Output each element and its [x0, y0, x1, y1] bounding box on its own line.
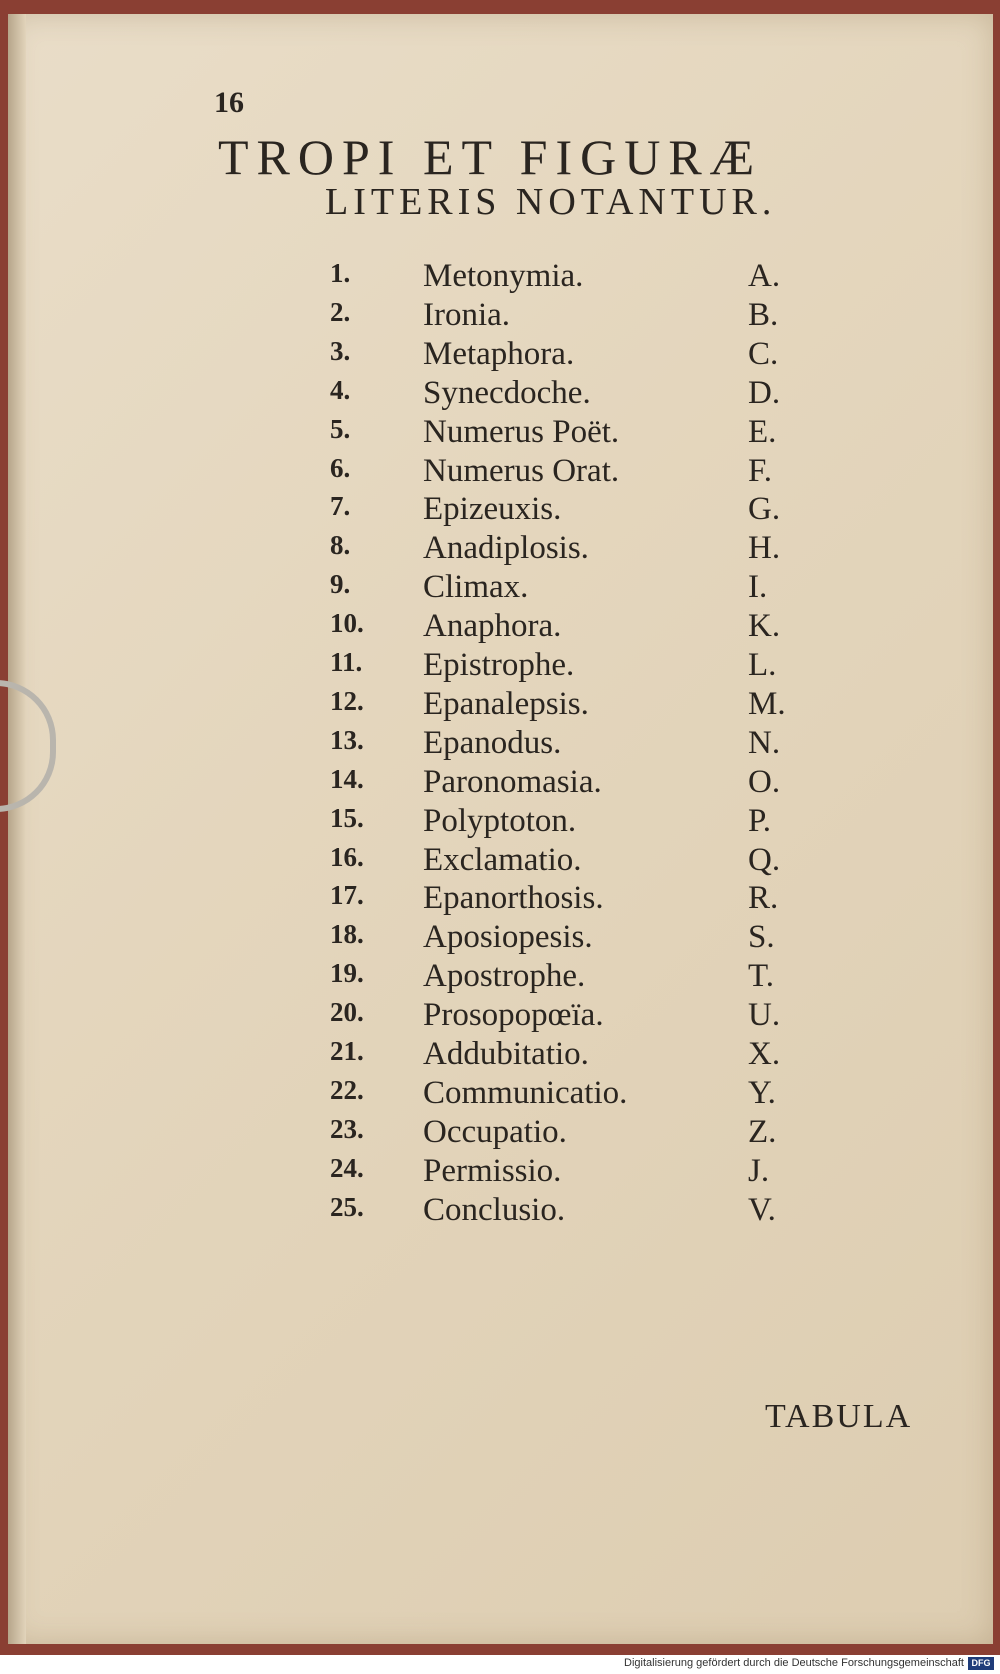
entry-number: 22.	[330, 1074, 364, 1105]
entry-term: Occupatio.	[423, 1113, 567, 1150]
entry-number: 6.	[330, 452, 351, 483]
list-item	[0, 958, 1000, 998]
list-item	[0, 1036, 1000, 1076]
entry-number: 5.	[330, 413, 351, 444]
entry-term: Numerus Orat.	[423, 452, 620, 489]
entry-term: Exclamatio.	[423, 841, 582, 878]
entry-term: Anadiplosis.	[423, 530, 589, 567]
entry-letter: D.	[748, 374, 781, 411]
entry-term: Addubitatio.	[423, 1036, 589, 1072]
entry-term: Polyptoton.	[423, 802, 577, 839]
entry-letter: U.	[748, 997, 781, 1034]
entry-number: 13.	[330, 724, 364, 755]
entry-term: Epanorthosis.	[423, 880, 604, 917]
list-item	[0, 1153, 1000, 1193]
list-item	[0, 880, 1000, 920]
entry-letter: M.	[748, 685, 786, 722]
entry-letter: F.	[748, 452, 772, 489]
list-item	[0, 919, 1000, 959]
entry-letter: E.	[748, 413, 777, 450]
entry-term: Epizeuxis.	[423, 491, 562, 528]
list-item	[0, 1192, 1000, 1232]
entry-number: 4.	[330, 374, 351, 405]
entry-number: 2.	[330, 296, 351, 327]
page-subtitle: LITERIS NOTANTUR.	[325, 181, 777, 223]
entry-term: Apostrophe.	[423, 958, 586, 995]
entry-letter: I.	[748, 569, 768, 606]
list-item	[0, 569, 1000, 609]
entry-letter: S.	[748, 919, 775, 956]
list-item	[0, 336, 1000, 376]
entry-letter: B.	[748, 296, 779, 333]
list-item	[0, 258, 1000, 298]
entry-term: Climax.	[423, 569, 529, 606]
list-item	[0, 491, 1000, 531]
list-item	[0, 842, 1000, 882]
list-item	[0, 375, 1000, 415]
folio-number: 16	[214, 86, 244, 119]
entry-number: 23.	[330, 1113, 364, 1144]
list-item	[0, 997, 1000, 1037]
entry-letter: Z.	[748, 1113, 777, 1150]
entry-letter: T.	[748, 958, 774, 995]
entry-term: Epanalepsis.	[423, 685, 589, 722]
entry-term: Epistrophe.	[423, 647, 575, 683]
list-item	[0, 1114, 1000, 1154]
list-item	[0, 686, 1000, 726]
entry-number: 20.	[330, 997, 364, 1028]
list-item	[0, 530, 1000, 570]
entry-number: 19.	[330, 958, 364, 989]
entry-number: 16.	[330, 841, 364, 872]
entry-letter: H.	[748, 530, 781, 567]
entry-term: Prosopopœïa.	[423, 997, 604, 1034]
entry-number: 9.	[330, 569, 351, 600]
catchword: TABULA	[765, 1398, 913, 1435]
entry-term: Aposiopesis.	[423, 919, 593, 956]
entry-number: 12.	[330, 685, 364, 716]
entry-number: 15.	[330, 802, 364, 833]
entry-term: Paronomasia.	[423, 763, 602, 800]
entry-number: 17.	[330, 880, 364, 911]
footer-bar	[0, 1655, 1000, 1674]
list-item	[0, 764, 1000, 804]
entry-term: Metonymia.	[423, 258, 584, 294]
entry-letter: K.	[748, 608, 781, 645]
entry-letter: L.	[748, 647, 777, 683]
list-item	[0, 1075, 1000, 1115]
list-item	[0, 803, 1000, 843]
entry-term: Ironia.	[423, 296, 511, 333]
entry-letter: Y.	[748, 1074, 776, 1111]
entry-letter: G.	[748, 491, 781, 528]
entry-number: 10.	[330, 608, 364, 639]
entry-letter: X.	[748, 1036, 781, 1072]
entry-number: 18.	[330, 919, 364, 950]
footer-credit: Digitalisierung gefördert durch die Deutsche Forschungsgemeinschaft	[624, 1657, 964, 1669]
page-title: TROPI ET FIGURÆ	[218, 129, 763, 185]
entry-number: 3.	[330, 335, 351, 366]
entry-term: Permissio.	[423, 1152, 562, 1189]
entry-term: Numerus Poët.	[423, 413, 620, 450]
list-item	[0, 647, 1000, 687]
entry-number: 14.	[330, 763, 364, 794]
entry-letter: Q.	[748, 841, 781, 878]
list-item	[0, 725, 1000, 765]
list-item	[0, 414, 1000, 454]
entry-term: Communicatio.	[423, 1074, 628, 1111]
entry-letter: V.	[748, 1191, 776, 1228]
dfg-logo-icon: DFG	[968, 1657, 994, 1670]
list-item	[0, 297, 1000, 337]
entry-number: 7.	[330, 491, 351, 522]
entry-letter: O.	[748, 763, 781, 800]
entry-number: 11.	[330, 647, 363, 677]
list-item	[0, 453, 1000, 493]
entry-letter: J.	[748, 1152, 770, 1189]
entry-term: Conclusio.	[423, 1191, 566, 1228]
entry-letter: C.	[748, 335, 779, 372]
list-item	[0, 608, 1000, 648]
entry-letter: A.	[748, 258, 781, 294]
entry-number: 1.	[330, 258, 351, 288]
entry-letter: P.	[748, 802, 771, 839]
entry-term: Synecdoche.	[423, 374, 591, 411]
entry-number: 8.	[330, 530, 351, 561]
entry-number: 21.	[330, 1036, 364, 1066]
entry-term: Metaphora.	[423, 335, 575, 372]
entry-letter: N.	[748, 724, 781, 761]
entry-number: 25.	[330, 1191, 364, 1222]
entry-term: Anaphora.	[423, 608, 562, 645]
entry-number: 24.	[330, 1152, 364, 1183]
entry-term: Epanodus.	[423, 724, 562, 761]
entry-letter: R.	[748, 880, 779, 917]
